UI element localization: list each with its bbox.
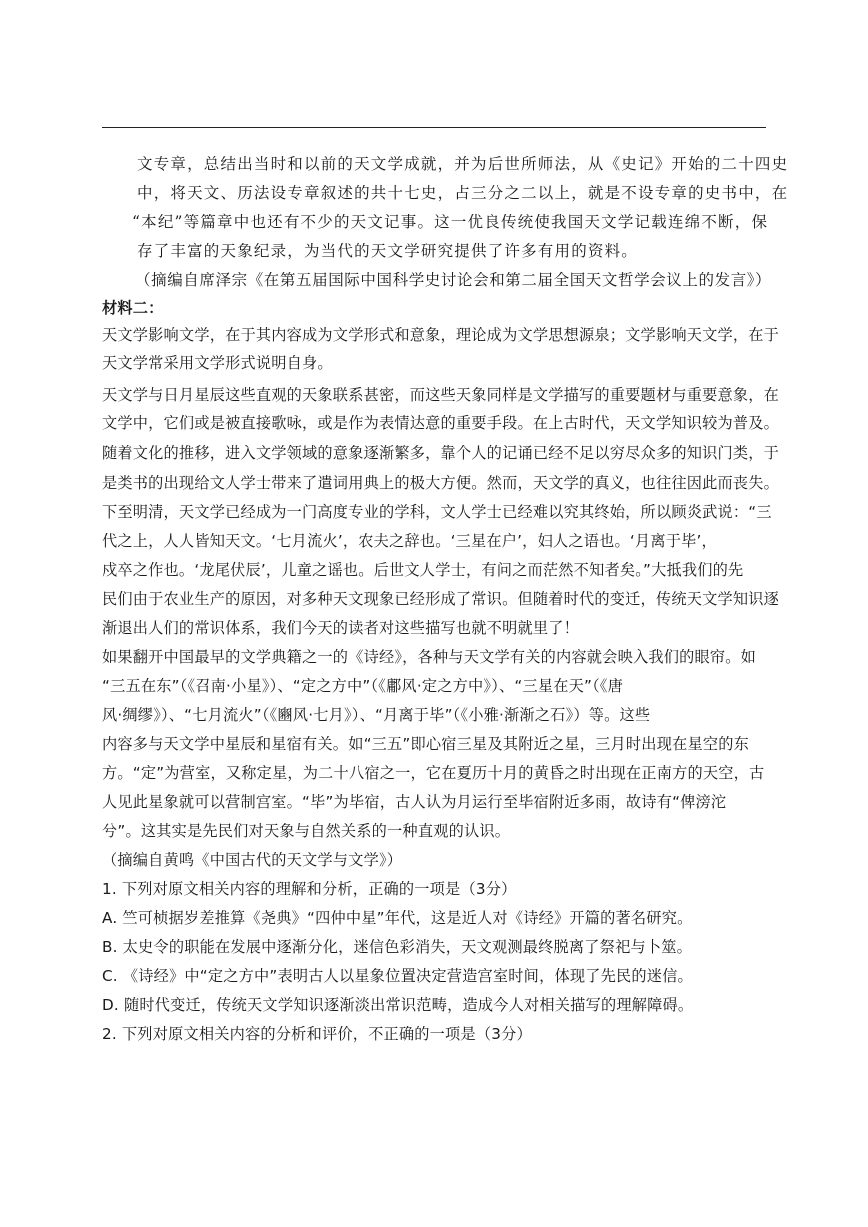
question-option: D. 随时代变迁，传统天文学知识逐渐淡出常识范畴，造成今人对相关描写的理解障碍。 bbox=[102, 996, 694, 1014]
question-stem: 1. 下列对原文相关内容的理解和分析，正确的一项是（3分） bbox=[102, 880, 517, 898]
paragraph-line: 文学中，它们或是被直接歌咏，或是作为表情达意的重要手段。在上古时代，天文学知识较为普及。 bbox=[102, 414, 780, 432]
paragraph-line: 方。“定”为营室，又称定星，为二十八宿之一，它在夏历十月的黄昏之时出现在正南方的天空，古 bbox=[102, 764, 765, 782]
paragraph-line: 戍卒之作也。‘龙尾伏辰’，儿童之谣也。后世文人学士，有问之而茫然不知者矣。”大抵我们的先 bbox=[102, 561, 744, 579]
paragraph-line: “三五在东”（《召南·小星》）、“定之方中”（《鄘风·定之方中》）、“三星在天”（《唐 bbox=[102, 677, 624, 695]
quoted-line: 文专章，总结出当时和以前的天文学成就，并为后世所师法，从《史记》开始的二十四史 bbox=[137, 155, 789, 173]
material-heading: 材料二： bbox=[102, 299, 164, 317]
paragraph-line: 天文学影响文学，在于其内容成为文学形式和意象，理论成为文学思想源泉；文学影响天文学，在于 bbox=[102, 326, 780, 344]
paragraph-line: 内容多与天文学中星辰和星宿有关。如“三五”即心宿三星及其附近之星，三月时出现在星空的东 bbox=[102, 735, 750, 753]
material-source: （摘编自黄鸣《中国古代的天文学与文学》） bbox=[102, 851, 403, 869]
paragraph-line: 风·绸缪》）、“七月流火”（《豳风·七月》）、“月离于毕”（《小雅·渐渐之石》）等。这些 bbox=[102, 706, 651, 724]
paragraph-line: 渐退出人们的常识体系，我们今天的读者对这些描写也就不明就里了！ bbox=[102, 619, 580, 637]
quoted-line: “本纪”等篇章中也还有不少的天文记事。这一优良传统使我国天文学记载连绵不断，保 bbox=[132, 213, 769, 231]
paragraph-line: 如果翻开中国最早的文学典籍之一的《诗经》，各种与天文学有关的内容就会映入我们的眼帘。如 bbox=[102, 648, 757, 666]
paragraph-line: 是类书的出现给文人学士带来了遣词用典上的极大方便。然而，天文学的真义，也往往因此而丧失。 bbox=[102, 474, 780, 492]
quoted-line: 存了丰富的天象纪录，为当代的天文学研究提供了许多有用的资料。 bbox=[137, 242, 639, 260]
header-rule bbox=[102, 127, 766, 128]
quoted-line: 中，将天文、历法设专章叙述的共十七史，占三分之二以上，就是不设专章的史书中，在 bbox=[137, 184, 789, 202]
paragraph-line: 人见此星象就可以营制宫室。“毕”为毕宿，古人认为月运行至毕宿附近多雨，故诗有“俾滂沱 bbox=[102, 793, 727, 811]
paragraph-line: 天文学常采用文学形式说明自身。 bbox=[102, 354, 333, 372]
paragraph-line: 下至明清，天文学已经成为一门高度专业的学科，文人学士已经难以究其终始，所以顾炎武说：“三 bbox=[102, 503, 772, 521]
question-option: A. 竺可桢据岁差推算《尧典》“四仲中星”年代，这是近人对《诗经》开篇的著名研究。 bbox=[102, 909, 693, 927]
paragraph-line: 兮”。这其实是先民们对天象与自然关系的一种直观的认识。 bbox=[102, 822, 511, 840]
paragraph-line: 天文学与日月星辰这些直观的天象联系甚密，而这些天象同样是文学描写的重要题材与重要意象，在 bbox=[102, 386, 780, 404]
paragraph-line: 民们由于农业生产的原因，对多种天文现象已经形成了常识。但随着时代的变迁，传统天文学知识逐 bbox=[102, 590, 780, 608]
question-stem: 2. 下列对原文相关内容的分析和评价，不正确的一项是（3分） bbox=[102, 1025, 532, 1043]
quoted-source: （摘编自席泽宗《在第五届国际中国科学史讨论会和第二届全国天文哲学会议上的发言》） bbox=[135, 271, 772, 289]
paragraph-line: 代之上，人人皆知天文。‘七月流火’，农夫之辞也。‘三星在户’，妇人之语也。‘月离于毕’， bbox=[102, 532, 717, 550]
question-option: C. 《诗经》中“定之方中”表明古人以星象位置决定营造宫室时间，体现了先民的迷信。 bbox=[102, 967, 693, 985]
paragraph-line: 随着文化的推移，进入文学领域的意象逐渐繁多，靠个人的记诵已经不足以穷尽众多的知识门类，于 bbox=[102, 444, 780, 462]
question-option: B. 太史令的职能在发展中逐渐分化，迷信色彩消失，天文观测最终脱离了祭祀与卜筮。 bbox=[102, 938, 693, 956]
